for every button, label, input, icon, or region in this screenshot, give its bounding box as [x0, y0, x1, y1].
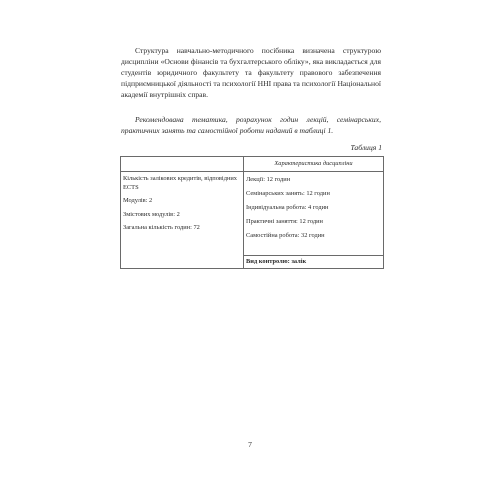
self-study-item: Самостійна робота: 32 годин: [246, 232, 325, 239]
intro-paragraph: Структура навчально-методичного посібника визначена структурою дисципліни «Основи фінансів та бухгалтерського обліку», яка викладається для студентів юридичного факультету та факультету правового забезпечення підприємницької діяльності та психології ННІ права та психології Національної академії внутрішніх справ.: [121, 46, 381, 99]
seminars-item: Семінарських занять: 12 годин: [246, 190, 330, 197]
table-right-cell: [244, 172, 384, 256]
practical-classes-item: Практичні заняття: 12 годин: [246, 218, 323, 225]
credits-item: Кількість залікових кредитів, відповідних ECTS: [123, 175, 237, 191]
table-header-left: [121, 157, 244, 172]
table-caption: Таблиця 1: [350, 143, 382, 152]
recommended-paragraph: Рекомендована тематика, розрахунок годин лекцій, семінарських, практичних занять та самостійної роботи наданий в таблиці 1.: [121, 115, 381, 135]
page-number: 7: [248, 440, 252, 449]
total-hours-item: Загальна кількість годин: 72: [123, 224, 200, 231]
content-modules-item: Змістових модулів: 2: [123, 210, 180, 218]
table-left-cell: [121, 172, 244, 269]
table-header-right: Характеристика дисципліни: [244, 157, 384, 172]
discipline-table: [120, 156, 384, 269]
control-type-cell: Вид контролю: залік: [244, 256, 384, 269]
individual-work-item: Індивідуальна робота: 4 годин: [246, 204, 329, 211]
modules-item: Модулів: 2: [123, 197, 153, 204]
lectures-item: Лекції: 12 годин: [246, 176, 291, 183]
